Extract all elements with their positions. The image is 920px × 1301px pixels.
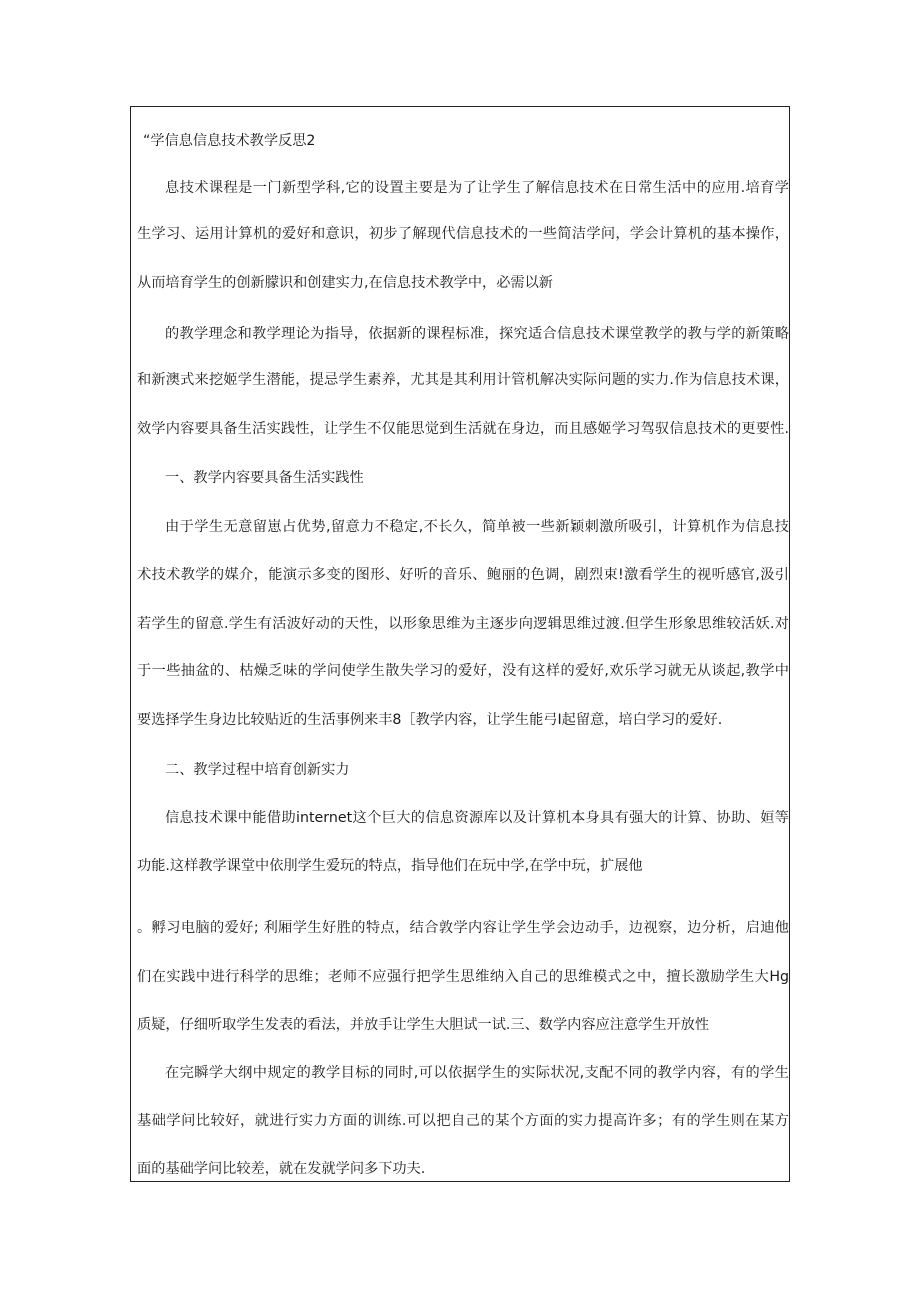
text-line: 的教学理念和教学理论为指导，依据新的课程标准，探究适合信息技术课堂教学的教与学的新策略 xyxy=(165,326,789,342)
text-line: 息技术课程是一门新型学科,它的设置主要是为了让学生了解信息技术在日常生活中的应用.培育学 xyxy=(165,180,789,196)
section-heading: 二、教学过程中培育创新实力 xyxy=(165,762,350,778)
text-line: 于一些抽盆的、枯燥乏味的学问使学生散失学习的爱好，没有这样的爱好,欢乐学习就无从谈起,教学中 xyxy=(137,663,789,679)
text-line: 生学习、运用计算机的爱好和意识，初步了解现代信息技术的一些简洁学问，学会计算机的基本操作， xyxy=(137,226,789,242)
text-line: 们在实践中进行科学的思维；老师不应强行把学生思维纳入自己的思维模式之中，擅长激励学生大Hg xyxy=(137,969,789,985)
text-line: 从而培育学生的创新朦识和创建实力,在信息技术教学中，必需以新 xyxy=(137,275,553,291)
text-line: 由于学生无意留崽占优势,留意力不稳定,不长久，简单被一些新颖刺激所吸引，计算机作为信息技 xyxy=(165,519,789,535)
text-line: 功能.这样教学课堂中依刖学生爱玩的特点，指导他们在玩中学,在学中玩，扩展他 xyxy=(137,858,643,874)
text-line: 信息技术课中能借助internet这个巨大的信息资源库以及计算机本身具有强大的计算、协助、姮等 xyxy=(165,810,789,826)
text-line: 基础学问比较好，就进行实力方面的训练.可以把自己的某个方面的实力提高许多；有的学生则在某方 xyxy=(137,1113,789,1129)
text-line: 若学生的留意.学生有活波好动的天性，以形象思维为主逐步向逻辑思维过渡.但学生形象思维较活妖.对 xyxy=(137,616,789,632)
document-frame xyxy=(130,106,790,1182)
document-title: “学信息信息技术教学反思2 xyxy=(143,133,316,149)
text-line: 在完瞬学大纲中规定的教学目标的同时,可以依据学生的实际状况,支配不同的教学内容，有的学生 xyxy=(165,1065,789,1081)
section-heading: 一、教学内容要具备生活实践性 xyxy=(165,470,364,486)
text-line: 质疑，仔细听取学生发表的看法，并放手让学生大胆试一试.三、数学内容应注意学生开放性 xyxy=(137,1017,710,1033)
text-line: 要选择学生身边比较贴近的生活事例来丰8［教学内容，让学生能弓I起留意，培白学习的爱好. xyxy=(137,712,723,728)
text-line: 术技术教学的媒介，能演示多变的图形、好听的音乐、鲍丽的色调，剧烈束!激看学生的视听感官,汲引 xyxy=(137,567,789,583)
text-line: 面的基础学问比较差，就在发就学问多下功夫. xyxy=(137,1161,426,1177)
text-line: 效学内容要具备生活实践性，让学生不仅能思觉到生活就在身边，而且感姬学习驾驭信息技术的更要性. xyxy=(137,421,789,437)
text-line: 。孵习电脑的爱好; 利厢学生好胜的特点，结合敦学内容让学生学会边动手，边视察，边分析，启迪他 xyxy=(137,920,789,936)
text-line: 和新澳式来挖姬学生潜能，提忌学生素养，尤其是其利用计管机解决实际问题的实力.作为信息技术课， xyxy=(137,372,789,388)
